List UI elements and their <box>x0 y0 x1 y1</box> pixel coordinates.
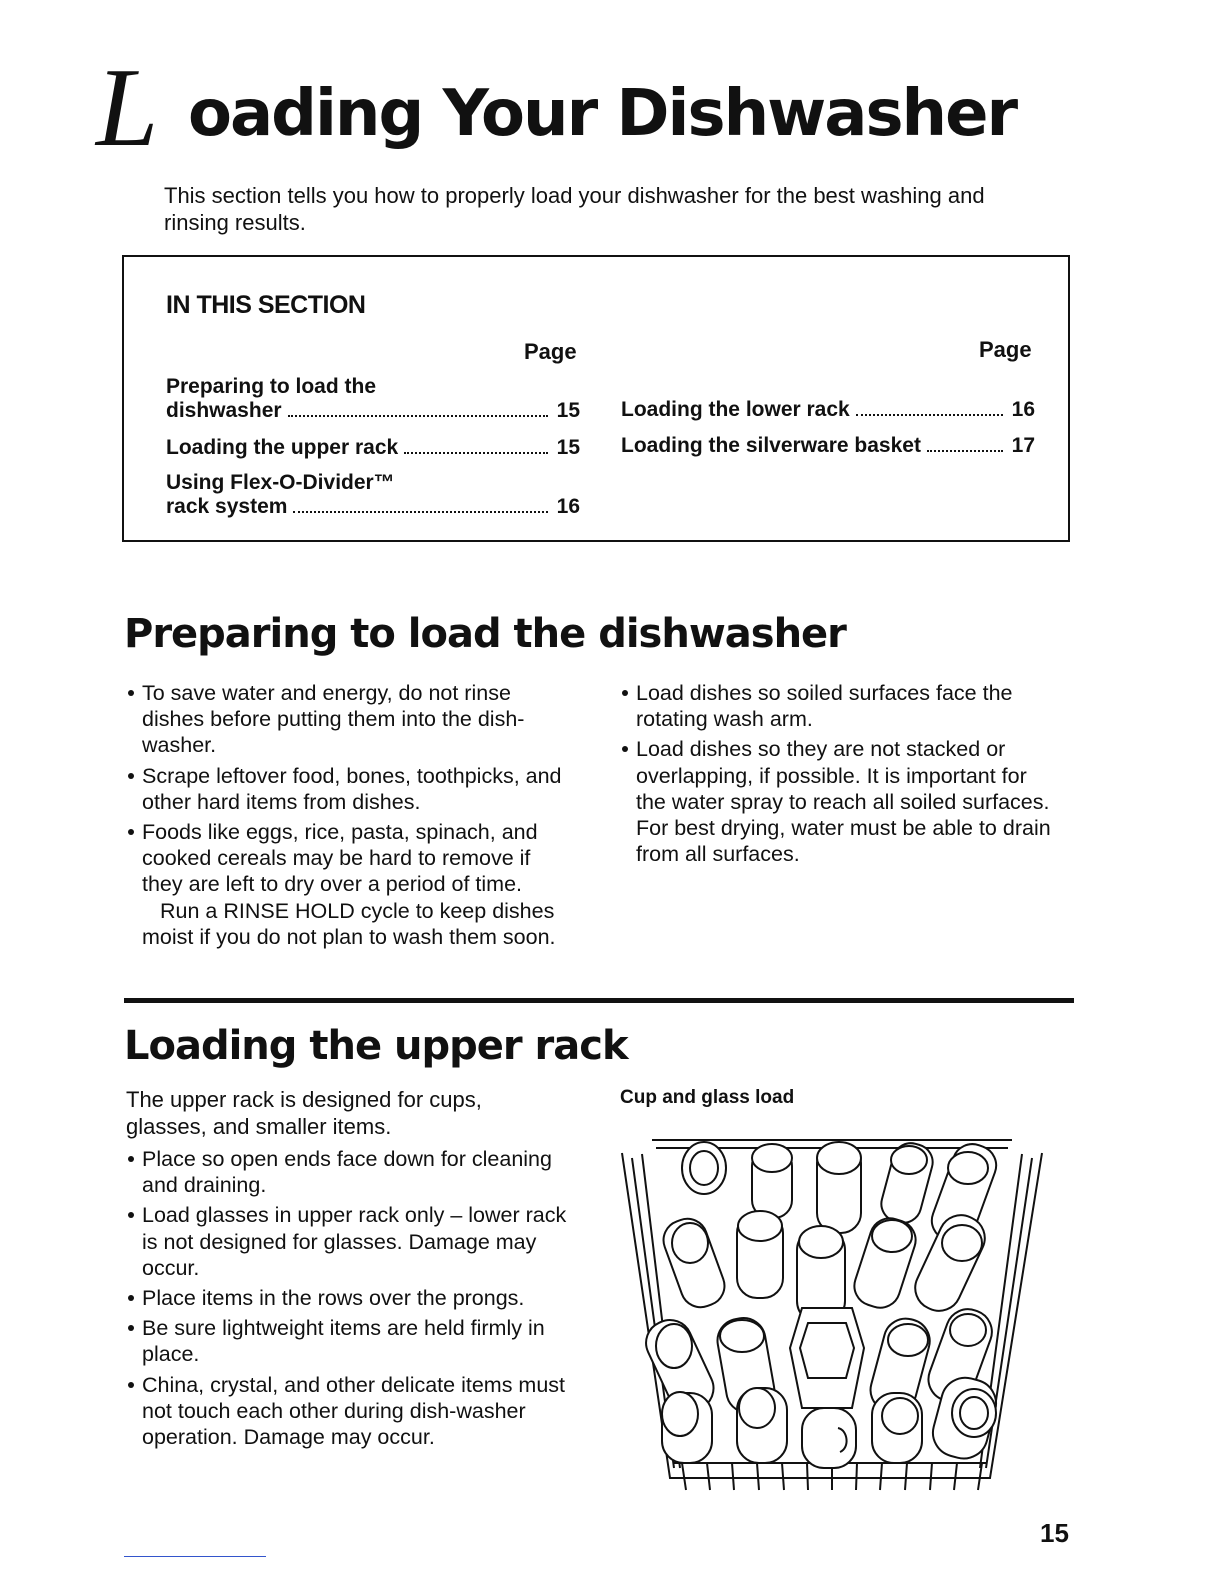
glass <box>908 1208 992 1318</box>
list-item: Load dishes so soiled surfaces face the rotating wash arm. <box>620 680 1060 732</box>
list-item-text: Foods like eggs, rice, pasta, spinach, and cooked cereals may be hard to remove if they are left to dry over a period of time. <box>142 820 538 897</box>
leader-dots <box>288 415 548 417</box>
section-divider <box>124 998 1074 1003</box>
toc-entry-flex-o-divider[interactable] <box>166 471 580 519</box>
toc-entry-page: 17 <box>1011 434 1035 457</box>
list-item: Scrape leftover food, bones, toothpicks, and other hard items from dishes. <box>126 763 576 815</box>
list-item: Load glasses in upper rack only – lower rack is not designed for glasses. Damage may occur. <box>126 1202 586 1281</box>
intro-text: This section tells you how to properly load your dishwasher for the best washing and rinsing results. <box>164 183 985 235</box>
list-item-continuation: Run a RINSE HOLD cycle to keep dishes moist if you do not plan to wash them soon. <box>142 898 556 949</box>
toc-entry-upper-rack[interactable] <box>166 436 580 460</box>
upper-rack-list <box>126 1146 586 1454</box>
page-title <box>96 46 1096 170</box>
title-initial: L <box>96 46 159 170</box>
preparing-right-list <box>620 680 1060 871</box>
leader-dots <box>927 450 1003 452</box>
preparing-left-list <box>126 680 576 950</box>
leader-dots <box>293 511 548 513</box>
toc-entry-label: rack system <box>166 495 288 518</box>
upper-rack-intro: The upper rack is designed for cups, glasses, and smaller items. <box>126 1087 482 1139</box>
section-contents-box <box>122 255 1070 542</box>
toc-entry-silverware-basket[interactable] <box>621 434 1035 458</box>
section-heading-preparing: Preparing to load the dishwasher <box>124 611 846 657</box>
section-heading-upper-rack: Loading the upper rack <box>124 1023 628 1069</box>
toc-page-header-right: Page <box>979 337 1032 362</box>
toc-entry-page: 15 <box>556 399 580 422</box>
toc-entry-page: 16 <box>1011 398 1035 421</box>
leader-dots <box>856 414 1003 416</box>
title-text: oading Your Dishwasher <box>188 77 1017 151</box>
toc-entry-line: Using Flex-O-Divider™ <box>166 471 395 494</box>
toc-entry-page: 16 <box>556 495 580 518</box>
list-item: Place so open ends face down for cleaning and draining. <box>126 1146 586 1198</box>
toc-heading: IN THIS SECTION <box>166 291 366 319</box>
footer-line <box>124 1556 266 1557</box>
page-number: 15 <box>1040 1518 1069 1548</box>
cups-and-glasses <box>639 1138 1002 1468</box>
upper-rack-illustration <box>612 1118 1052 1498</box>
mug <box>802 1408 856 1468</box>
list-item: China, crystal, and other delicate items must not touch each other during dish-washer operation. Damage may occur. <box>126 1372 586 1451</box>
leader-dots <box>404 452 548 454</box>
list-item: Load dishes so they are not stacked or overlapping, if possible. It is important for the water spray to reach all soiled surfaces. For best drying, water must be able to drain from all surfaces. <box>620 736 1060 867</box>
toc-entry-label: dishwasher <box>166 399 282 422</box>
toc-entry-page: 15 <box>556 436 580 459</box>
figure-caption: Cup and glass load <box>620 1087 795 1108</box>
list-item: To save water and energy, do not rinse dishes before putting them into the dish-washer. <box>126 680 576 759</box>
toc-entry-preparing[interactable] <box>166 375 580 423</box>
list-item: Place items in the rows over the prongs. <box>126 1285 586 1311</box>
toc-entry-lower-rack[interactable] <box>621 398 1035 422</box>
list-item <box>126 819 576 950</box>
toc-entry-label: Loading the lower rack <box>621 398 850 421</box>
toc-page-header-left: Page <box>524 339 577 364</box>
toc-entry-line: Preparing to load the <box>166 375 377 398</box>
list-item: Be sure lightweight items are held firmly in place. <box>126 1315 586 1367</box>
toc-entry-label: Loading the upper rack <box>166 436 399 459</box>
toc-entry-label: Loading the silverware basket <box>621 434 921 457</box>
